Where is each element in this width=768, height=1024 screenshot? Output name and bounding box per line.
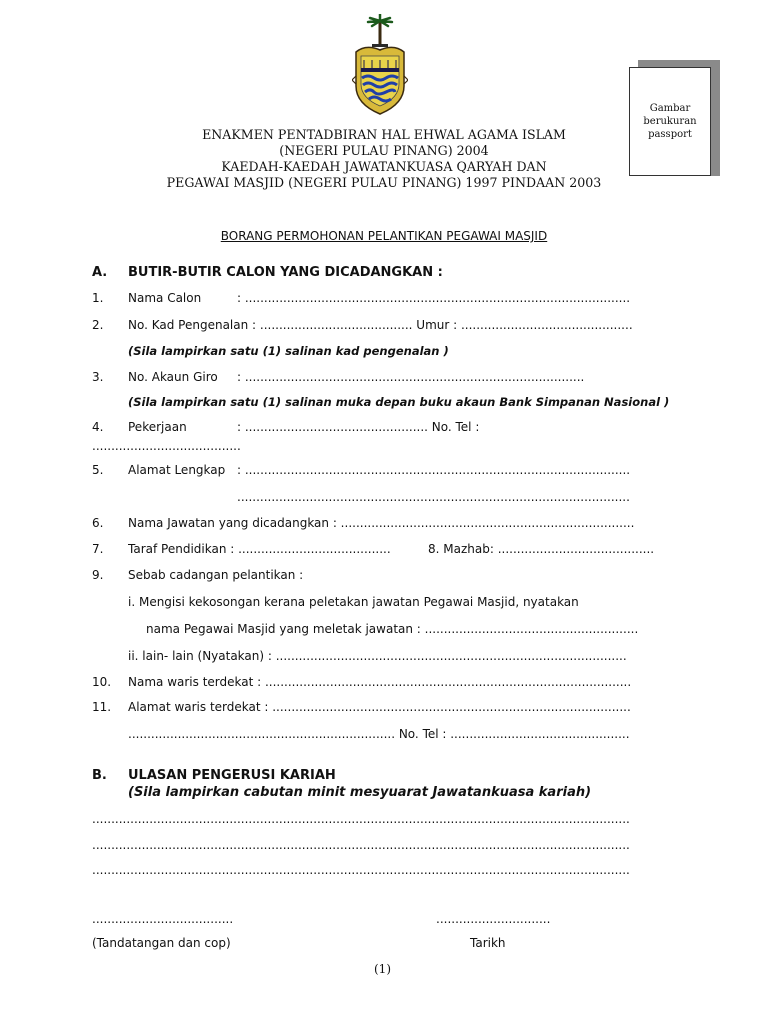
- item-number: 1.: [92, 291, 104, 305]
- page-number: (1): [374, 962, 391, 976]
- field-tel-continued[interactable]: .......................................: [92, 439, 241, 453]
- field-alamat-waris[interactable]: Alamat waris terdekat : ..............................................................................................: [128, 700, 631, 714]
- item-number: 9.: [92, 568, 104, 582]
- field-label-akaun-giro: No. Akaun Giro: [128, 370, 218, 384]
- item-number: 7.: [92, 542, 104, 556]
- field-taraf-pendidikan[interactable]: Taraf Pendidikan : ........................................: [128, 542, 391, 556]
- signature-line[interactable]: .....................................: [92, 912, 234, 926]
- field-lain-lain[interactable]: ii. lain- lain (Nyatakan) : ............................................................................................: [128, 649, 627, 663]
- ulasan-line-3[interactable]: .............................................................................................................................................: [92, 863, 630, 877]
- ulasan-line-1[interactable]: .............................................................................................................................................: [92, 812, 630, 826]
- section-b-letter: B.: [92, 768, 107, 783]
- item-number: 6.: [92, 516, 104, 530]
- sebab-option-i: i. Mengisi kekosongan kerana peletakan jawatan Pegawai Masjid, nyatakan: [128, 595, 579, 609]
- heading-line-3: KAEDAH-KAEDAH JAWATANKUASA QARYAH DAN: [221, 159, 547, 174]
- item-number: 5.: [92, 463, 104, 477]
- state-crest-emblem: [352, 14, 408, 118]
- field-pekerjaan-tel[interactable]: : ................................................ No. Tel :: [237, 420, 480, 434]
- item-number: 10.: [92, 675, 112, 689]
- section-a-letter: A.: [92, 265, 108, 280]
- field-pegawai-meletak-jawatan[interactable]: nama Pegawai Masjid yang meletak jawatan : ........................................................: [146, 622, 639, 636]
- form-title: BORANG PERMOHONAN PELANTIKAN PEGAWAI MASJID: [220, 229, 548, 243]
- heading-line-2: (NEGERI PULAU PINANG) 2004: [279, 143, 489, 158]
- signature-label: (Tandatangan dan cop): [92, 936, 231, 950]
- field-alamat-line-1[interactable]: : .....................................................................................................: [237, 463, 631, 477]
- field-nama-waris[interactable]: Nama waris terdekat : ................................................................................................: [128, 675, 632, 689]
- heading-line-4: PEGAWAI MASJID (NEGERI PULAU PINANG) 1997 PINDAAN 2003: [166, 175, 602, 190]
- field-mazhab[interactable]: 8. Mazhab: .........................................: [428, 542, 655, 556]
- section-b-title: ULASAN PENGERUSI KARIAH: [128, 768, 336, 783]
- heading-line-1: ENAKMEN PENTADBIRAN HAL EHWAL AGAMA ISLAM: [202, 127, 566, 142]
- item-number: 2.: [92, 318, 104, 332]
- photo-box-label: Gambar berukuran passport: [643, 103, 697, 140]
- date-label: Tarikh: [470, 936, 506, 950]
- item-number: 11.: [92, 700, 112, 714]
- section-a-title: BUTIR-BUTIR CALON YANG DICADANGKAN :: [128, 265, 443, 280]
- ulasan-line-2[interactable]: .............................................................................................................................................: [92, 838, 630, 852]
- note-kad-pengenalan: (Sila lampirkan satu (1) salinan kad pengenalan ): [128, 344, 449, 358]
- field-alamat-line-2[interactable]: .......................................................................................................: [237, 490, 630, 504]
- section-b-note: (Sila lampirkan cabutan minit mesyuarat Jawatankuasa kariah): [128, 785, 592, 800]
- item-number: 4.: [92, 420, 104, 434]
- field-alamat-waris-tel[interactable]: ...................................................................... No. Tel : ...............................................: [128, 727, 630, 741]
- date-line[interactable]: ..............................: [436, 912, 551, 926]
- document-heading: [100, 127, 668, 191]
- field-label-nama-calon: Nama Calon: [128, 291, 202, 305]
- field-kad-pengenalan-umur[interactable]: No. Kad Pengenalan : ........................................ Umur : .............................................: [128, 318, 633, 332]
- field-nama-calon[interactable]: : .....................................................................................................: [237, 291, 631, 305]
- note-akaun-bsn: (Sila lampirkan satu (1) salinan muka depan buku akaun Bank Simpanan Nasional ): [128, 395, 670, 409]
- field-label-sebab: Sebab cadangan pelantikan :: [128, 568, 304, 582]
- item-number: 3.: [92, 370, 104, 384]
- field-nama-jawatan[interactable]: Nama Jawatan yang dicadangkan : .............................................................................: [128, 516, 635, 530]
- field-akaun-giro[interactable]: : .........................................................................................: [237, 370, 585, 384]
- field-label-alamat: Alamat Lengkap: [128, 463, 226, 477]
- field-label-pekerjaan: Pekerjaan: [128, 420, 187, 434]
